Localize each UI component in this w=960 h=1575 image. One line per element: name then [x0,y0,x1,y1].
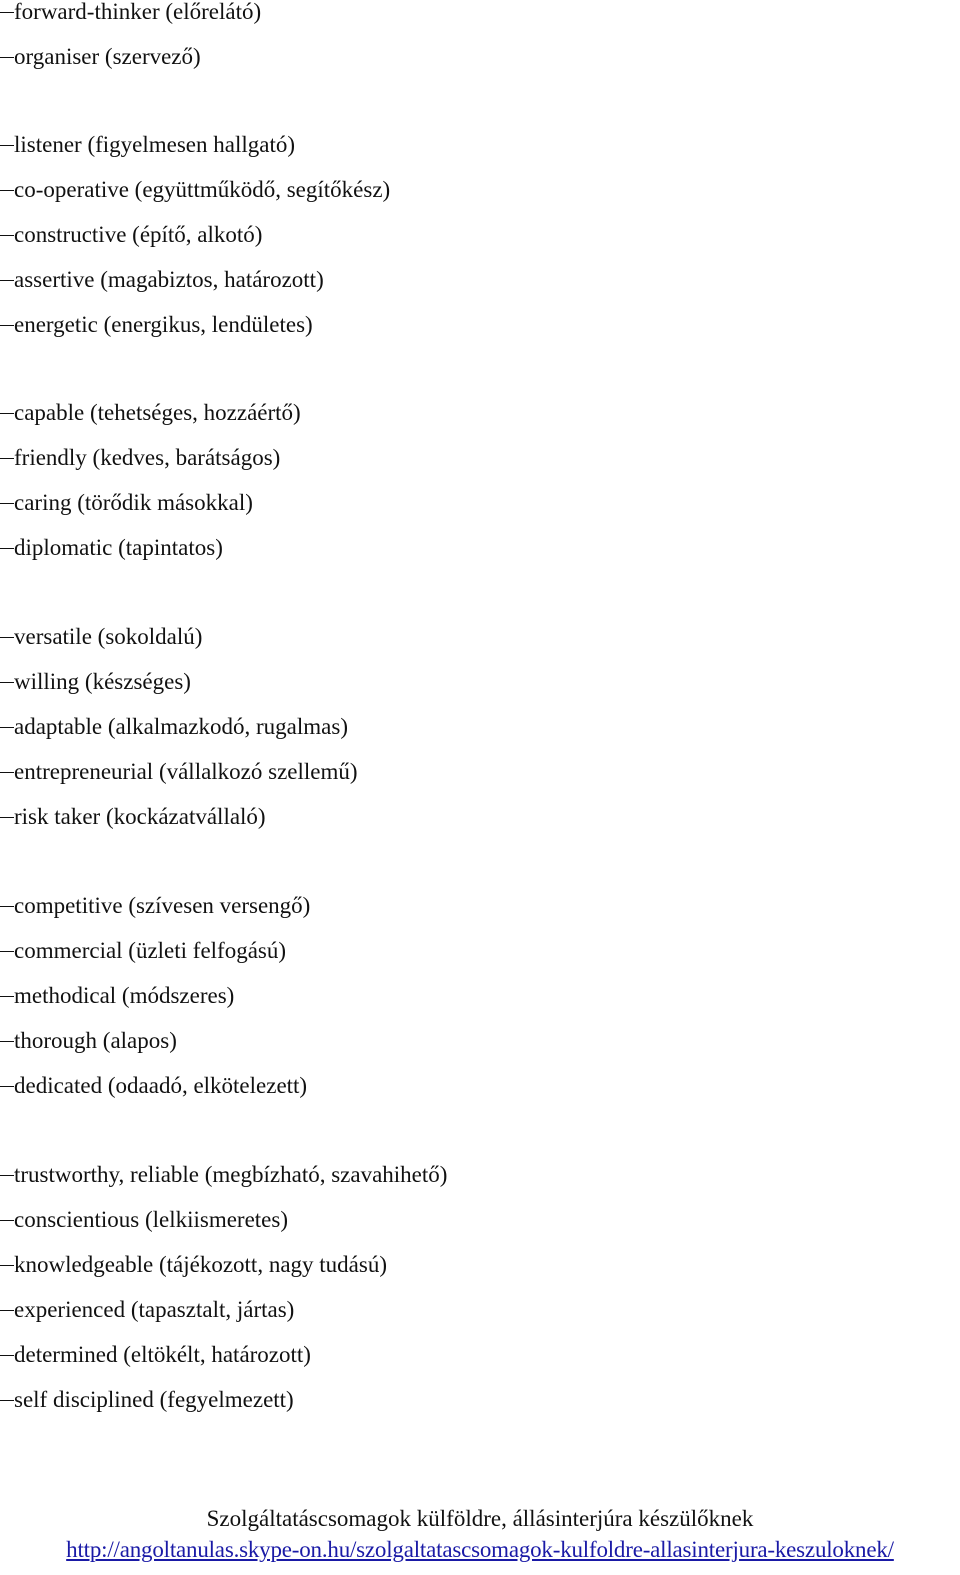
item-text: willing (készséges) [14,669,191,694]
dash-bullet [0,190,14,192]
item-text: risk taker (kockázatvállaló) [14,804,266,829]
list-item [0,536,301,581]
item-text: caring (törődik másokkal) [14,490,253,515]
list-item [0,715,358,760]
item-text: experienced (tapasztalt, jártas) [14,1297,295,1322]
list-item [0,894,310,939]
item-text: methodical (módszeres) [14,983,235,1008]
list-item [0,1074,310,1119]
word-group-1 [0,0,261,90]
item-text: determined (eltökélt, határozott) [14,1342,311,1367]
item-text: capable (tehetséges, hozzáértő) [14,400,301,425]
list-item [0,313,390,358]
list-item [0,446,301,491]
dash-bullet [0,682,14,684]
item-text: commercial (üzleti felfogású) [14,938,287,963]
dash-bullet [0,1041,14,1043]
list-item [0,670,358,715]
dash-bullet [0,503,14,505]
list-item [0,625,358,670]
item-text: versatile (sokoldalú) [14,624,203,649]
footer-link[interactable]: http://angoltanulas.skype-on.hu/szolgaltatascsomagok-kulfoldre-allasinterjura-keszuloknek/ [66,1537,894,1562]
word-group-2 [0,133,390,358]
footer-title: Szolgáltatáscsomagok külföldre, állásinterjúra készülőknek [206,1506,754,1531]
list-item [0,1388,447,1433]
list-item [0,984,310,1029]
list-item [0,133,390,178]
dash-bullet [0,727,14,729]
item-text: adaptable (alkalmazkodó, rugalmas) [14,714,348,739]
item-text: competitive (szívesen versengő) [14,893,311,918]
dash-bullet [0,145,14,147]
dash-bullet [0,951,14,953]
list-item [0,1163,447,1208]
word-group-6 [0,1163,447,1433]
item-text: assertive (magabiztos, határozott) [14,267,324,292]
list-item [0,401,301,446]
dash-bullet [0,413,14,415]
dash-bullet [0,325,14,327]
list-item [0,939,310,984]
dash-bullet [0,548,14,550]
item-text: entrepreneurial (vállalkozó szellemű) [14,759,358,784]
item-text: knowledgeable (tájékozott, nagy tudású) [14,1252,387,1277]
item-text: energetic (energikus, lendületes) [14,312,313,337]
list-item [0,1298,447,1343]
item-text: organiser (szervező) [14,44,201,69]
list-item [0,268,390,313]
item-text: listener (figyelmesen hallgató) [14,132,296,157]
item-text: friendly (kedves, barátságos) [14,445,281,470]
dash-bullet [0,1086,14,1088]
dash-bullet [0,1175,14,1177]
item-text: self disciplined (fegyelmezett) [14,1387,294,1412]
word-group-3 [0,401,301,581]
item-text: conscientious (lelkiismeretes) [14,1207,289,1232]
item-text: trustworthy, reliable (megbízható, szavahihető) [14,1162,448,1187]
dash-bullet [0,1310,14,1312]
item-text: constructive (építő, alkotó) [14,222,263,247]
list-item [0,0,261,45]
list-item [0,223,390,268]
list-item [0,1253,447,1298]
list-item [0,491,301,536]
dash-bullet [0,772,14,774]
list-item [0,45,261,90]
dash-bullet [0,637,14,639]
list-item [0,1343,447,1388]
list-item [0,760,358,805]
dash-bullet [0,1265,14,1267]
dash-bullet [0,1220,14,1222]
dash-bullet [0,57,14,59]
dash-bullet [0,12,14,14]
list-item [0,1029,310,1074]
dash-bullet [0,458,14,460]
list-item [0,805,358,850]
item-text: diplomatic (tapintatos) [14,535,223,560]
item-text: co-operative (együttműködő, segítőkész) [14,177,391,202]
word-group-4 [0,625,358,850]
dash-bullet [0,1355,14,1357]
item-text: forward-thinker (előrelátó) [14,0,262,24]
dash-bullet [0,235,14,237]
dash-bullet [0,817,14,819]
item-text: thorough (alapos) [14,1028,177,1053]
item-text: dedicated (odaadó, elkötelezett) [14,1073,308,1098]
dash-bullet [0,996,14,998]
dash-bullet [0,1400,14,1402]
list-item [0,1208,447,1253]
word-group-5 [0,894,310,1119]
dash-bullet [0,906,14,908]
list-item [0,178,390,223]
dash-bullet [0,280,14,282]
